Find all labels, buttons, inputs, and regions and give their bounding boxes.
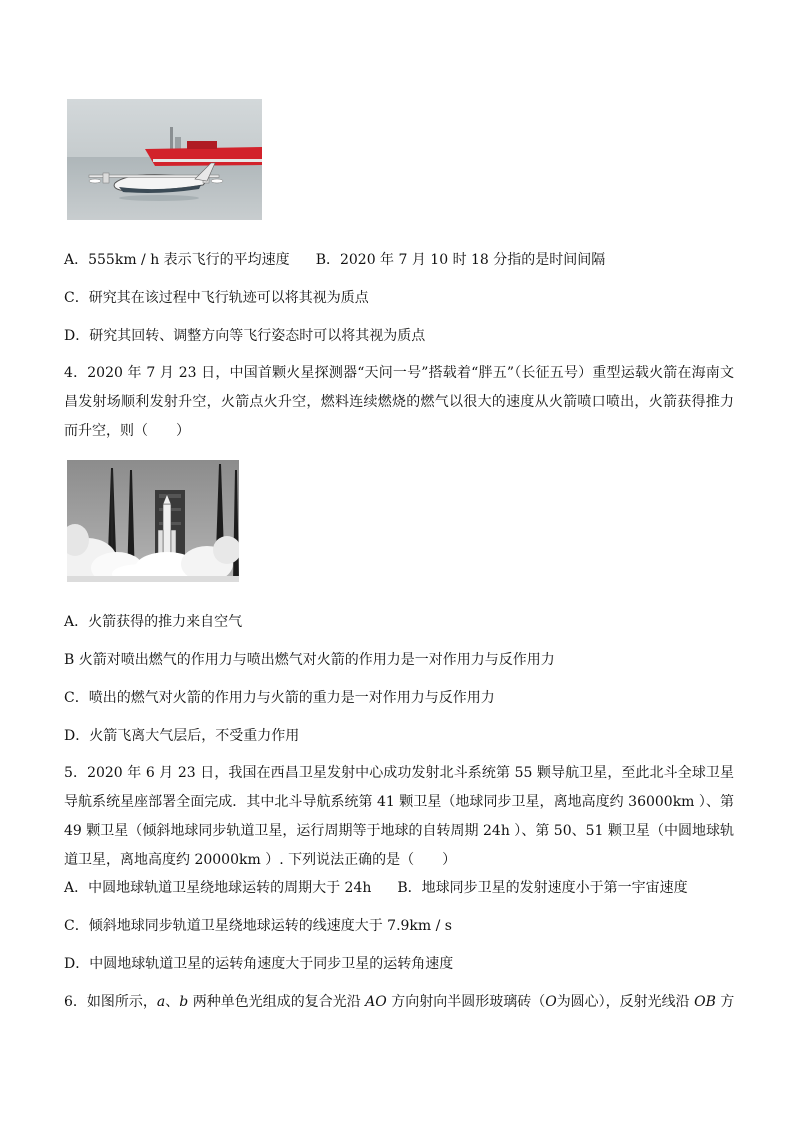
rocket-launch-photo bbox=[67, 460, 239, 582]
q4-stem: 4．2020 年 7 月 23 日，中国首颗火星探测器“天问一号”搭载着“胖五”（长征五号）重型运载火箭在海南文昌发射场顺利发射升空，火箭点火升空，燃料连续燃烧的燃气以很大的速度从火箭喷口喷出，火箭获得推力而升空，则（ ） bbox=[64, 365, 734, 439]
q3-option-a bbox=[64, 250, 605, 270]
rocket-launch-graphic bbox=[67, 460, 239, 582]
q6-ray-ao: AO bbox=[365, 994, 387, 1010]
q4-option-c: C．喷出的燃气对火箭的作用力与火箭的重力是一对作用力与反作用力 bbox=[64, 690, 495, 706]
q6-center-o: O bbox=[545, 994, 557, 1010]
q5-option-d: D．中圆地球轨道卫星的运转角速度大于同步卫星的运转角速度 bbox=[64, 956, 454, 972]
q3-option-c: C．研究其在该过程中飞行轨迹可以将其视为质点 bbox=[64, 290, 369, 306]
q4-option-d: D．火箭飞离大气层后，不受重力作用 bbox=[64, 728, 300, 744]
q6-stem: 6．如图所示，a、b 两种单色光组成的复合光沿 AO 方向射向半圆形玻璃砖（O为圆心），反射光线沿 OB 方 bbox=[64, 994, 735, 1010]
q6-ray-ob: OB bbox=[694, 994, 716, 1010]
q4-option-b: B 火箭对喷出燃气的作用力与喷出燃气对火箭的作用力是一对作用力与反作用力 bbox=[64, 652, 555, 668]
q6-light-b: b bbox=[179, 994, 189, 1010]
q5-option-b-text: B．地球同步卫星的发射速度小于第一宇宙速度 bbox=[397, 880, 688, 896]
q5-option-c: C．倾斜地球同步轨道卫星绕地球运转的线速度大于 7.9km / s bbox=[64, 918, 452, 934]
aircraft-photo-graphic bbox=[67, 99, 262, 220]
q6-light-a: a bbox=[156, 994, 166, 1010]
q3-option-b-text: B．2020 年 7 月 10 时 18 分指的是时间间隔 bbox=[315, 252, 606, 268]
q5-stem: 5．2020 年 6 月 23 日，我国在西昌卫星发射中心成功发射北斗系统第 55 颗导航卫星，至此北斗全球卫星导航系统星座部署全面完成．其中北斗导航系统第 41 颗卫星（地球同步卫星，离地高度约 36000km ）、第 49 颗卫星（倾斜地球同步轨道卫星，运行周期等于地球的自转周期 24h ）、第 50、51 颗卫星（中圆地球轨道卫星，离地高度约 20000km ）. 下列说法正确的是（ ） bbox=[64, 765, 734, 868]
aircraft-photo bbox=[67, 99, 262, 220]
q3-option-a-text: A．555km / h 表示飞行的平均速度 bbox=[64, 252, 290, 268]
q3-option-d: D．研究其回转、调整方向等飞行姿态时可以将其视为质点 bbox=[64, 328, 426, 344]
q5-option-a-text: A．中圆地球轨道卫星绕地球运转的周期大于 24h bbox=[64, 880, 372, 896]
q4-option-a: A．火箭获得的推力来自空气 bbox=[64, 614, 243, 630]
q5-option-a bbox=[64, 878, 688, 898]
